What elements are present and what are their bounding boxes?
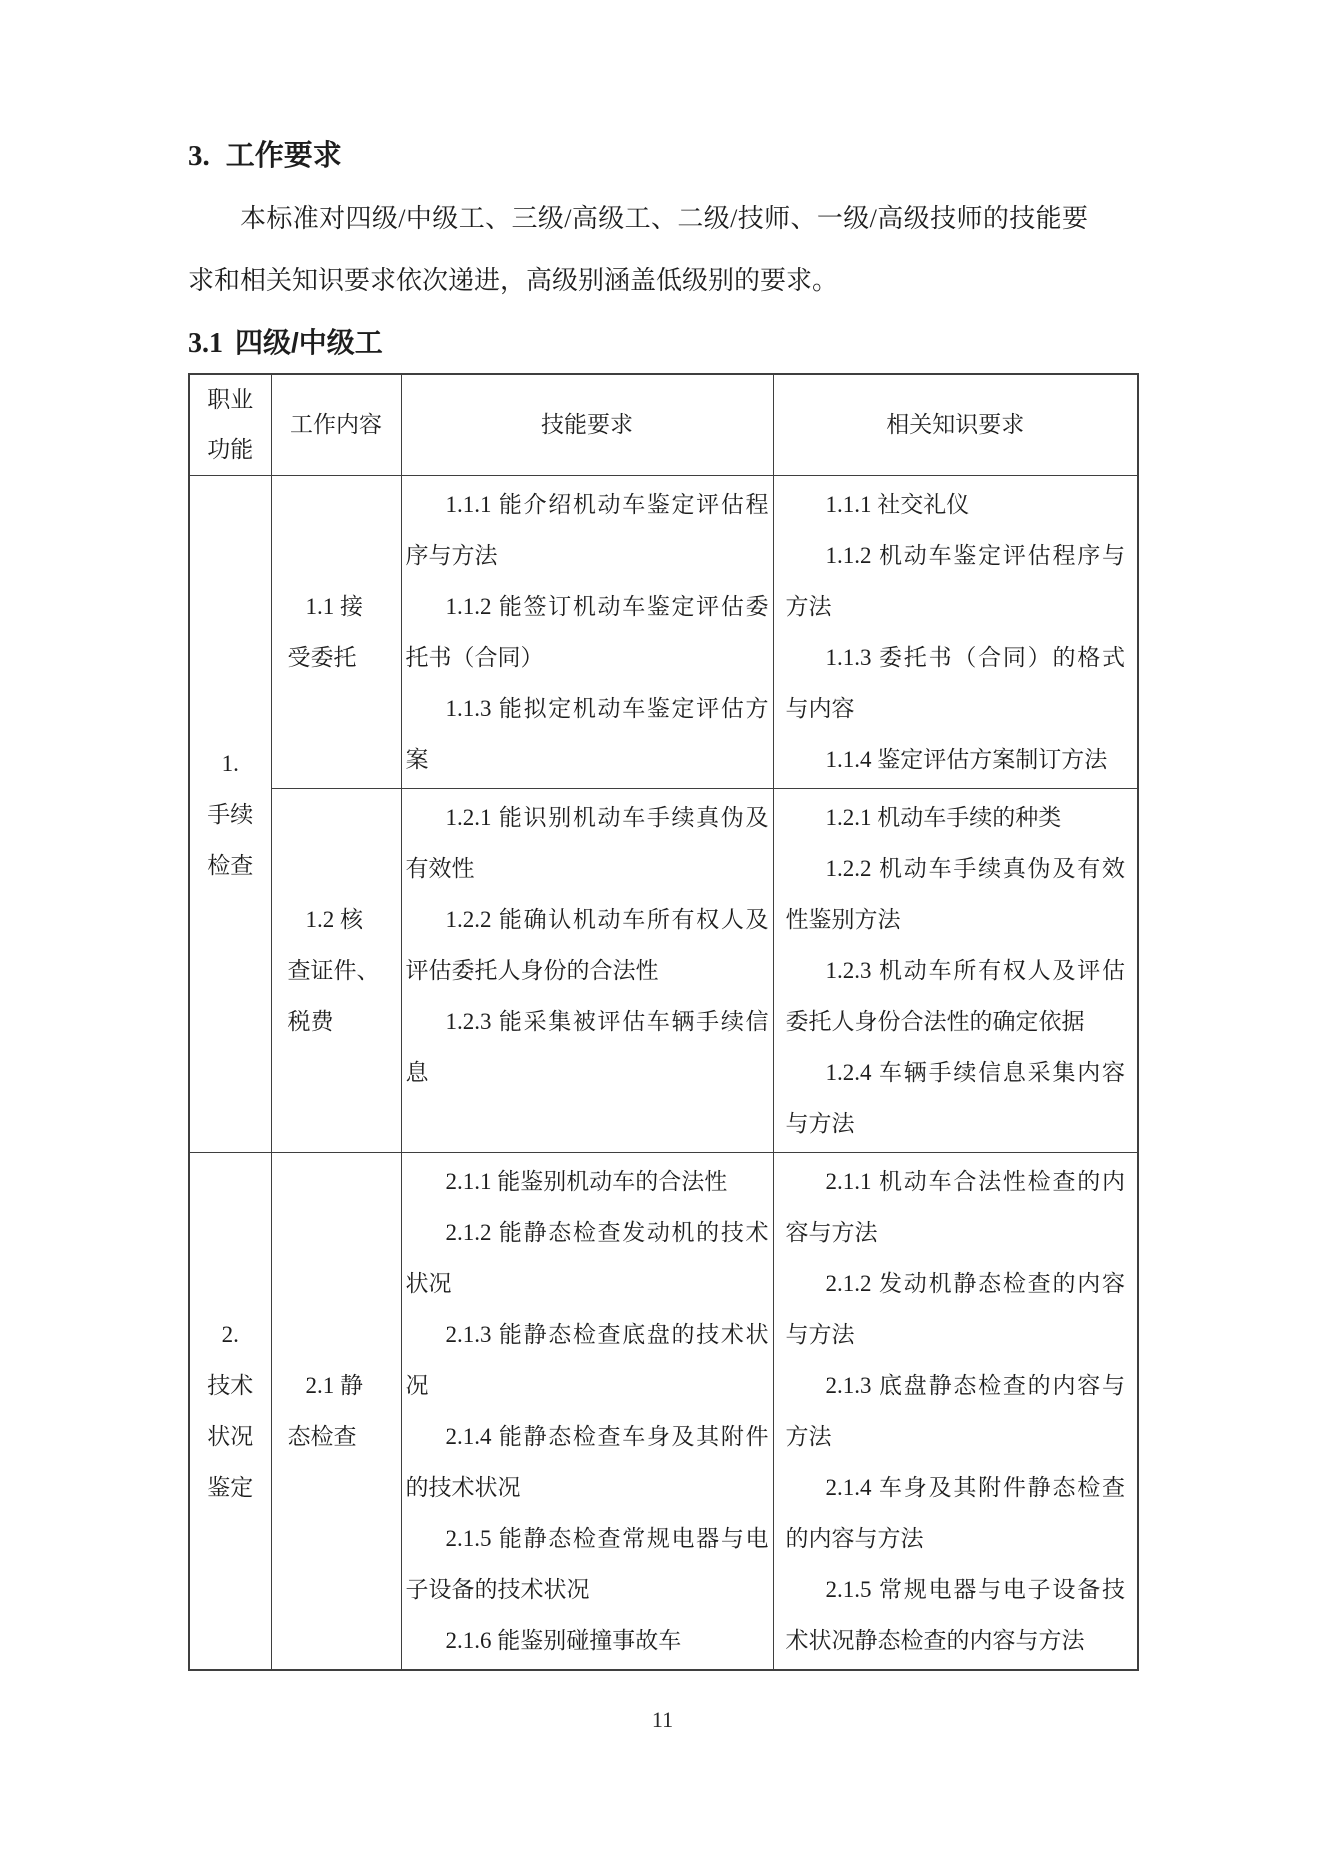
work-content-text: 1.1 接受委托 [287, 594, 363, 670]
col-header-function: 职业功能 [189, 374, 271, 476]
cell-function-1 [189, 476, 271, 1153]
cell-skills-1-2 [401, 789, 773, 1153]
col-header-skills: 技能要求 [401, 374, 773, 476]
skill-item: 2.1.6 能鉴别碰撞事故车 [445, 1628, 682, 1653]
knowledge-item: 1.1.3 委托书（合同）的格式与内容 [785, 645, 1125, 721]
requirements-table [188, 373, 1139, 1671]
knowledge-item: 1.1.2 机动车鉴定评估程序与方法 [785, 543, 1125, 619]
intro-paragraph: 本标准对四级/中级工、三级/高级工、二级/技师、一级/高级技师的技能要求和相关知识要求依次递进，高级别涵盖低级别的要求。 [188, 204, 1088, 295]
table-row-1-2 [189, 789, 1138, 1153]
subsection-number: 3.1 [188, 328, 223, 359]
skill-item: 2.1.2 能静态检查发动机的技术状况 [405, 1220, 769, 1296]
work-content-text: 1.2 核查证件、税费 [287, 907, 380, 1034]
knowledge-item: 1.2.3 机动车所有权人及评估委托人身份合法性的确定依据 [785, 958, 1125, 1034]
function-line: 手续 [207, 801, 254, 827]
table-row-2-1 [189, 1153, 1138, 1671]
knowledge-item: 1.2.4 车辆手续信息采集内容与方法 [785, 1060, 1125, 1136]
knowledge-item: 2.1.2 发动机静态检查的内容与方法 [785, 1271, 1125, 1347]
section-title: 工作要求 [225, 140, 342, 172]
section-heading [188, 138, 1137, 174]
cell-knowledge-1-2 [773, 789, 1138, 1153]
skill-item: 1.1.3 能拟定机动车鉴定评估方案 [405, 696, 769, 772]
cell-work-content-2-1 [271, 1153, 401, 1671]
knowledge-item: 1.2.1 机动车手续的种类 [825, 805, 1062, 830]
cell-skills-1-1 [401, 476, 773, 789]
work-content-text: 2.1 静态检查 [287, 1373, 363, 1449]
skill-item: 2.1.4 能静态检查车身及其附件的技术状况 [405, 1424, 769, 1500]
section-number: 3. [188, 140, 210, 172]
knowledge-item: 2.1.5 常规电器与电子设备技术状况静态检查的内容与方法 [785, 1577, 1125, 1653]
function-line: 1. [221, 750, 239, 776]
skill-item: 1.1.1 能介绍机动车鉴定评估程序与方法 [405, 492, 769, 568]
knowledge-item: 1.2.2 机动车手续真伪及有效性鉴别方法 [785, 856, 1125, 932]
col-header-work-content: 工作内容 [271, 374, 401, 476]
skill-item: 2.1.5 能静态检查常规电器与电子设备的技术状况 [405, 1526, 769, 1602]
cell-knowledge-2-1 [773, 1153, 1138, 1671]
function-line: 技术 [207, 1373, 254, 1398]
col-header-knowledge: 相关知识要求 [773, 374, 1138, 476]
subsection-title: 四级/中级工 [235, 327, 383, 358]
cell-work-content-1-2 [271, 789, 401, 1153]
cell-knowledge-1-1 [773, 476, 1138, 789]
function-line: 鉴定 [207, 1475, 254, 1500]
cell-function-2 [189, 1153, 271, 1671]
skill-item: 1.1.2 能签订机动车鉴定评估委托书（合同） [405, 594, 769, 670]
cell-work-content-1-1 [271, 476, 401, 789]
knowledge-item: 2.1.4 车身及其附件静态检查的内容与方法 [785, 1475, 1125, 1551]
cell-skills-2-1 [401, 1153, 773, 1671]
table-row-1-1 [189, 476, 1138, 789]
knowledge-item: 2.1.3 底盘静态检查的内容与方法 [785, 1373, 1125, 1449]
page-number: 11 [651, 1707, 674, 1732]
table-header-row [189, 374, 1138, 476]
function-line: 检查 [207, 852, 254, 878]
skill-item: 1.2.3 能采集被评估车辆手续信息 [405, 1009, 769, 1085]
knowledge-item: 1.1.4 鉴定评估方案制订方法 [825, 747, 1108, 772]
knowledge-item: 2.1.1 机动车合法性检查的内容与方法 [785, 1169, 1125, 1245]
knowledge-item: 1.1.1 社交礼仪 [825, 492, 970, 517]
skill-item: 1.2.1 能识别机动车手续真伪及有效性 [405, 805, 769, 881]
function-line: 2. [221, 1322, 239, 1347]
function-line: 状况 [207, 1424, 254, 1449]
skill-item: 2.1.3 能静态检查底盘的技术状况 [405, 1322, 769, 1398]
skill-item: 2.1.1 能鉴别机动车的合法性 [445, 1169, 728, 1194]
skill-item: 1.2.2 能确认机动车所有权人及评估委托人身份的合法性 [405, 907, 769, 983]
subsection-heading [188, 324, 1137, 363]
